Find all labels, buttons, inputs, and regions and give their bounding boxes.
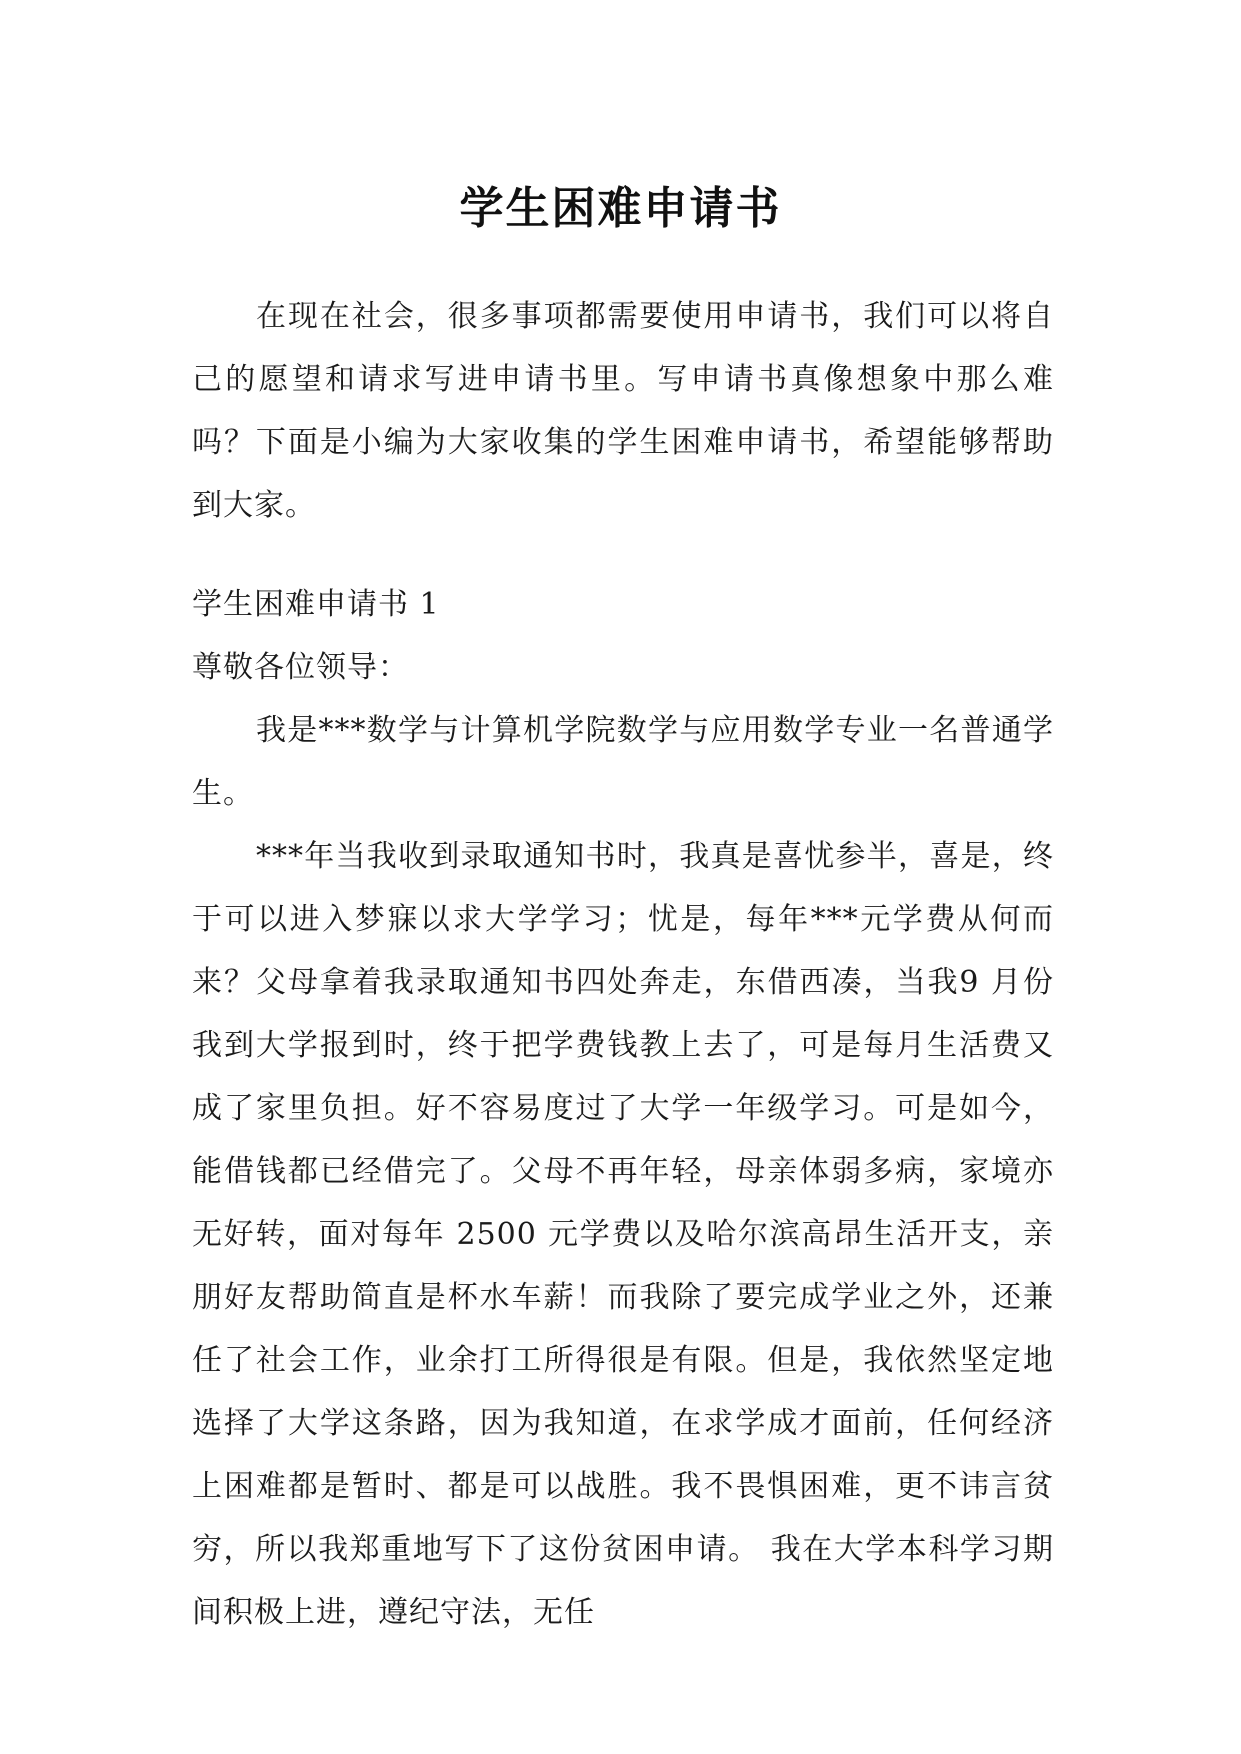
intro-paragraph: 在现在社会，很多事项都需要使用申请书，我们可以将自己的愿望和请求写进申请书里。写申请书真像想象中那么难吗？下面是小编为大家收集的学生困难申请书，希望能够帮助到大家。	[192, 299, 1054, 523]
body-paragraph-2: ***年当我收到录取通知书时，我真是喜忧参半，喜是，终于可以进入梦寐以求大学学习；忧是，每年***元学费从何而来？父母拿着我录取通知书四处奔走，东借西凑，当我9 月份我到大学报到时，终于把学费钱教上去了，可是每月生活费又成了家里负担。好不容易度过了大学一年级学习。可是如今，能借钱都已经借完了。父母不再年轻，母亲体弱多病，家境亦无好转，面对每年 2500 元学费以及哈尔滨高昂生活开支，亲朋好友帮助简直是杯水车薪！而我除了要完成学业之外，还兼任了社会工作，业余打工所得很是有限。但是，我依然坚定地选择了大学这条路，因为我知道，在求学成才面前，任何经济上困难都是暂时、都是可以战胜。我不畏惧困难，更不讳言贫穷，所以我郑重地写下了这份贫困申请。 我在大学本科学习期间积极上进，遵纪守法，无任	[192, 839, 1054, 1630]
salutation: 尊敬各位领导：	[192, 650, 409, 685]
document-title: 学生困难申请书	[459, 183, 782, 235]
body-paragraph-1: 我是***数学与计算机学院数学与应用数学专业一名普通学生。	[192, 713, 1054, 811]
section-heading: 学生困难申请书 1	[192, 587, 440, 622]
